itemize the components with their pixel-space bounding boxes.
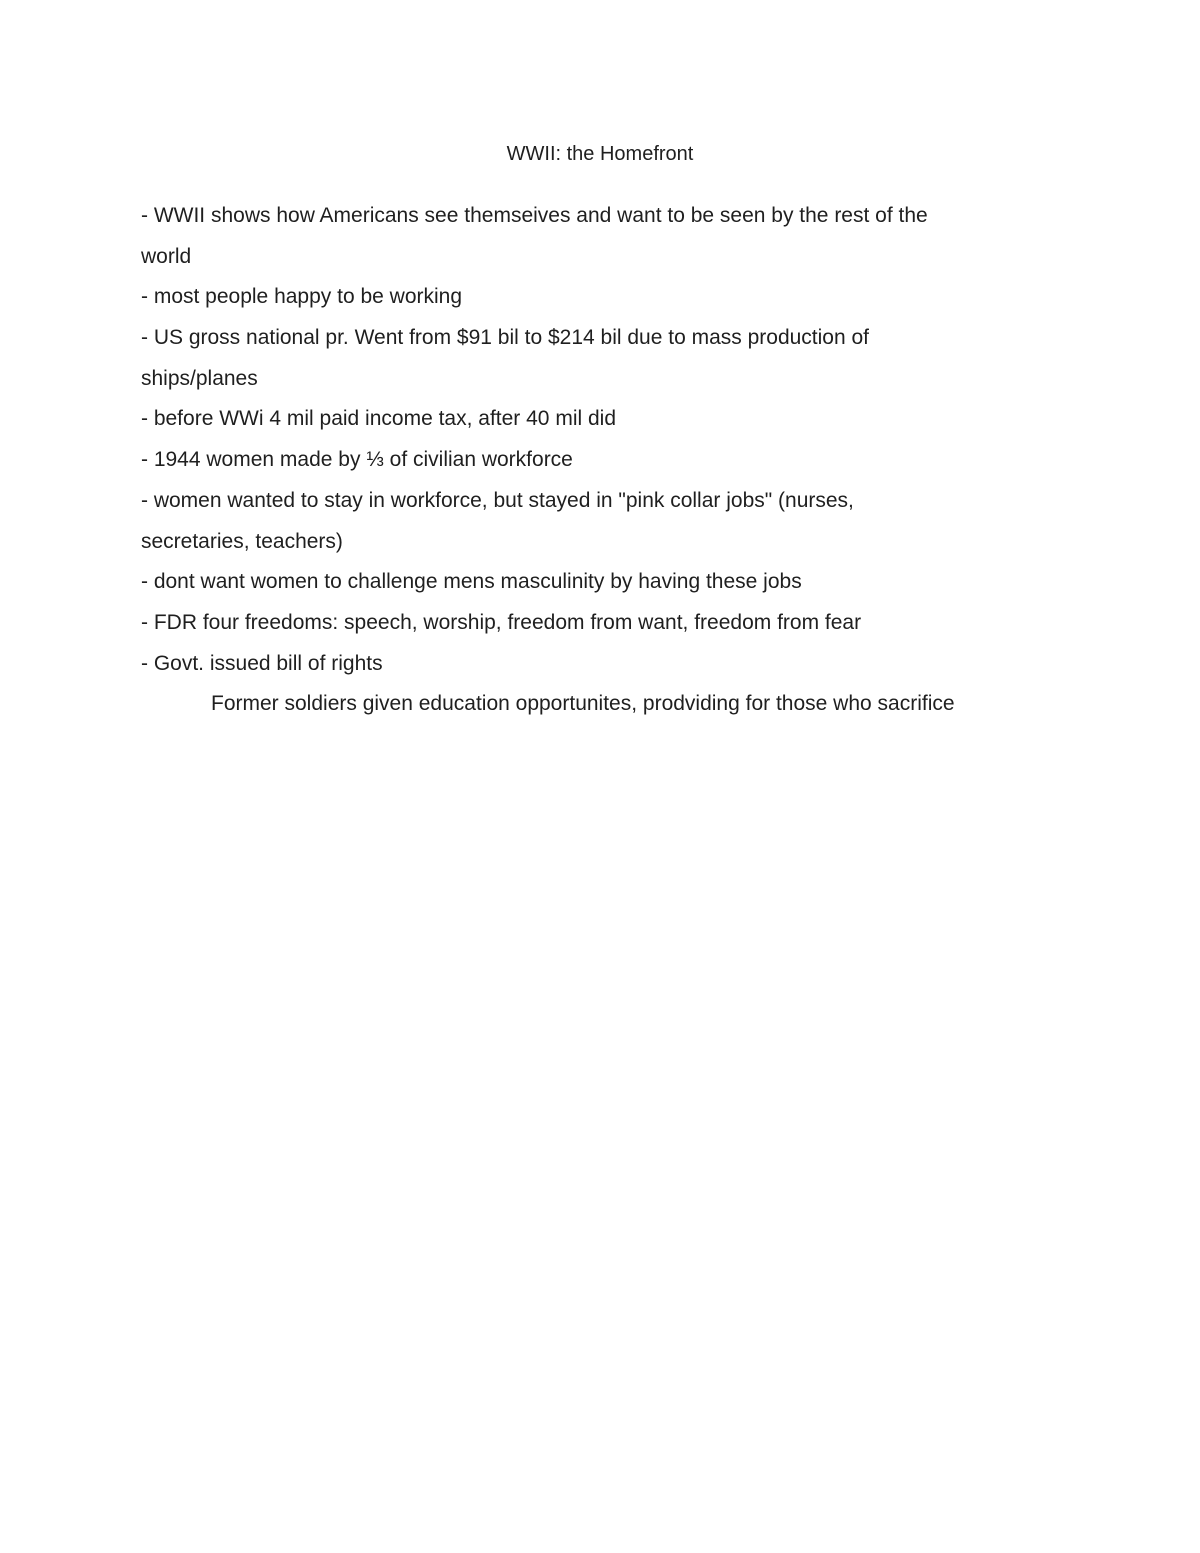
document-body bbox=[141, 196, 1051, 725]
note-line: secretaries, teachers) bbox=[141, 529, 343, 553]
note-line: ships/planes bbox=[141, 366, 258, 390]
note-line: Former soldiers given education opportunites, prodviding for those who sacrifice bbox=[211, 692, 955, 716]
document-title: WWII: the Homefront bbox=[506, 143, 694, 165]
note-line: - dont want women to challenge mens masculinity by having these jobs bbox=[141, 570, 802, 594]
note-line: - US gross national pr. Went from $91 bil to $214 bil due to mass production of bbox=[141, 326, 870, 350]
note-line: - most people happy to be working bbox=[141, 285, 463, 309]
note-line: - Govt. issued bill of rights bbox=[141, 651, 383, 675]
note-line: - women wanted to stay in workforce, but stayed in "pink collar jobs" (nurses, bbox=[141, 488, 854, 512]
note-line: - before WWi 4 mil paid income tax, after 40 mil did bbox=[141, 407, 617, 431]
note-line: - FDR four freedoms: speech, worship, freedom from want, freedom from fear bbox=[141, 610, 862, 634]
note-line: - 1944 women made by ⅓ of civilian workforce bbox=[141, 448, 573, 472]
note-line: world bbox=[141, 244, 192, 268]
note-line: - WWII shows how Americans see themseives and want to be seen by the rest of the bbox=[141, 204, 928, 227]
